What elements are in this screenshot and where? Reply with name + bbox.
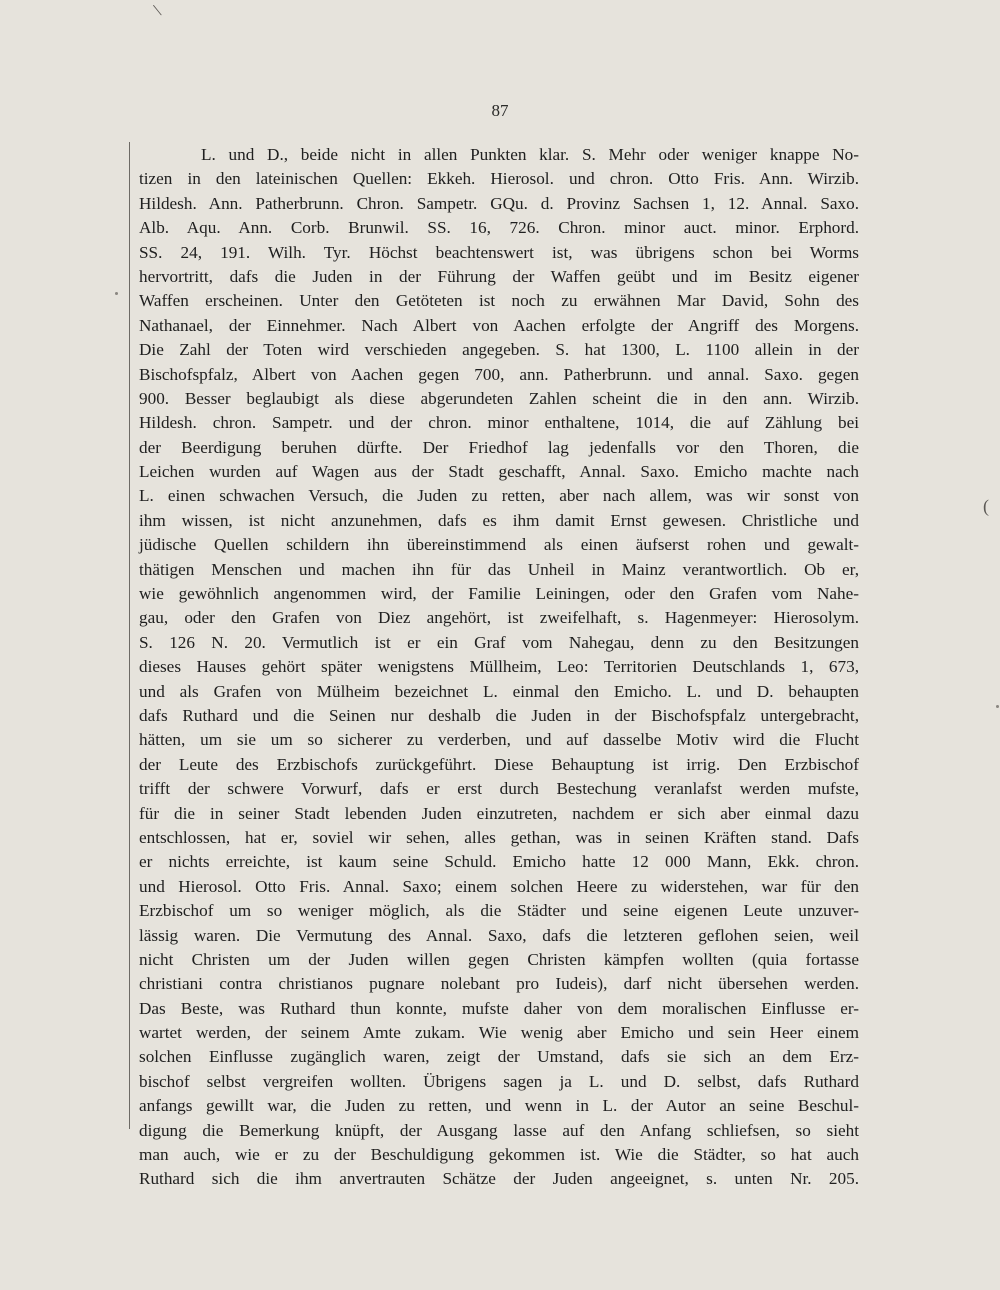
margin-dot-mark (115, 292, 118, 295)
text-line: wie gewöhnlich angenommen wird, der Familie Leiningen, oder den Grafen vom Nahe- (139, 584, 859, 604)
margin-stroke-mark: \ (151, 0, 164, 21)
text-line: digung die Bemerkung knüpft, der Ausgang lasse auf den Anfang schliefsen, so sieht (139, 1120, 859, 1140)
text-line: L. und D., beide nicht in allen Punkten klar. S. Mehr oder weniger knappe No- (201, 145, 859, 164)
text-line: L. einen schwachen Versuch, die Juden zu retten, aber nach allem, was wir sonst von (139, 486, 859, 506)
text-line: Die Zahl der Toten wird verschieden angegeben. S. hat 1300, L. 1100 allein in der (139, 340, 859, 360)
text-line: SS. 24, 191. Wilh. Tyr. Höchst beachtenswert ist, was übrigens schon bei Worms (139, 242, 859, 262)
text-line: bischof selbst vergreifen wollten. Übrigens sagen ja L. und D. selbst, dafs Ruthard (139, 1071, 859, 1091)
text-line: solchen Einflusse zugänglich waren, zeigt der Umstand, dafs sie sich an dem Erz- (139, 1047, 859, 1067)
text-line: Das Beste, was Ruthard thun konnte, mufste daher von dem moralischen Einflusse er- (139, 998, 859, 1018)
text-line: Leichen wurden auf Wagen aus der Stadt geschafft, Annal. Saxo. Emicho machte nach (139, 462, 859, 482)
text-line: Waffen erscheinen. Unter den Getöteten ist noch zu erwähnen Mar David, Sohn des (139, 291, 859, 311)
text-line: S. 126 N. 20. Vermutlich ist er ein Graf vom Nahegau, denn zu den Besitzungen (139, 632, 859, 652)
text-line: 900. Besser beglaubigt als diese abgerundeten Zahlen scheint die in den ann. Wirzib. (139, 388, 859, 408)
text-line: Erzbischof um so weniger möglich, als die Städter und seine eigenen Leute unzuver- (139, 901, 859, 921)
text-line: wartet werden, der seinem Amte zukam. Wie wenig aber Emicho und sein Heer einem (139, 1023, 859, 1043)
text-line: trifft der schwere Vorwurf, dafs er erst durch Bestechung veranlafst werden mufste, (139, 779, 859, 799)
margin-rule (129, 142, 130, 1129)
text-line: er nichts erreichte, ist kaum seine Schuld. Emicho hatte 12 000 Mann, Ekk. chron. (139, 852, 859, 872)
margin-dot-mark (996, 705, 999, 708)
text-line: für die in seiner Stadt lebenden Juden einzutreten, nachdem er sich aber einmal dazu (139, 803, 859, 823)
text-line: christiani contra christianos pugnare nolebant pro Iudeis), darf nicht übersehen werden. (139, 974, 859, 994)
text-line: hervortritt, dafs die Juden in der Führung der Waffen geübt und im Besitz eigener (139, 266, 859, 286)
text-line: Hildesh. chron. Sampetr. und der chron. minor enthaltene, 1014, die auf Zählung bei (139, 413, 859, 433)
text-line: Alb. Aqu. Ann. Corb. Brunwil. SS. 16, 726. Chron. minor auct. minor. Erphord. (139, 218, 859, 238)
text-line: der Beerdigung beruhen dürfte. Der Friedhof lag jedenfalls vor den Thoren, die (139, 437, 859, 457)
text-line: und Hierosol. Otto Fris. Annal. Saxo; einem solchen Heere zu widerstehen, war für den (139, 876, 859, 896)
text-line: anfangs gewillt war, die Juden zu retten, und wenn in L. der Autor an seine Beschul- (139, 1096, 859, 1116)
margin-stroke-mark: ( (983, 496, 989, 516)
text-line: Bischofspfalz, Albert von Aachen gegen 700, ann. Patherbrunn. und annal. Saxo. gegen (139, 364, 859, 384)
text-line: tizen in den lateinischen Quellen: Ekkeh. Hierosol. und chron. Otto Fris. Ann. Wirzib. (139, 169, 859, 189)
text-line: der Leute des Erzbischofs zurückgeführt. Diese Behauptung ist irrig. Den Erzbischof (139, 754, 859, 774)
text-line: dieses Hauses gehört später wenigstens Müllheim, Leo: Territorien Deutschlands 1, 673, (139, 657, 859, 677)
text-line: nicht Christen um der Juden willen gegen Christen kämpfen wollten (quia fortasse (139, 949, 859, 969)
text-line: entschlossen, hat er, soviel wir sehen, alles gethan, was in seinen Kräften stand. Dafs (139, 827, 859, 847)
text-line: Hildesh. Ann. Patherbrunn. Chron. Sampetr. GQu. d. Provinz Sachsen 1, 12. Annal. Saxo. (139, 193, 859, 213)
text-line: und als Grafen von Mülheim bezeichnet L. einmal den Emicho. L. und D. behaupten (139, 681, 859, 701)
text-line: Nathanael, der Einnehmer. Nach Albert von Aachen erfolgte der Angriff des Morgens. (139, 315, 859, 335)
text-line: thätigen Menschen und machen ihn für das Unheil in Mainz verantwortlich. Ob er, (139, 559, 859, 579)
text-line: lässig waren. Die Vermutung des Annal. Saxo, dafs die letzteren geflohen seien, weil (139, 925, 859, 945)
footnote-text-block (139, 143, 859, 1192)
text-line: man auch, wie er zu der Beschuldigung gekommen ist. Wie die Städter, so hat auch (139, 1145, 859, 1165)
text-line: Ruthard sich die ihm anvertrauten Schätze der Juden angeeignet, s. unten Nr. 205. (139, 1169, 859, 1189)
text-line: gau, oder den Grafen von Diez angehört, ist zweifelhaft, s. Hagenmeyer: Hierosolym. (139, 608, 859, 628)
text-line: ihm wissen, ist nicht anzunehmen, dafs es ihm damit Ernst gewesen. Christliche und (139, 510, 859, 530)
page-number: 87 (491, 101, 509, 120)
text-line: hätten, um sie um so sicherer zu verderben, und auf dasselbe Motiv wird die Flucht (139, 730, 859, 750)
text-line: dafs Ruthard und die Seinen nur deshalb die Juden in der Bischofspfalz untergebracht, (139, 705, 859, 725)
text-line: jüdische Quellen schildern ihn übereinstimmend als einen äufserst rohen und gewalt- (139, 535, 859, 555)
